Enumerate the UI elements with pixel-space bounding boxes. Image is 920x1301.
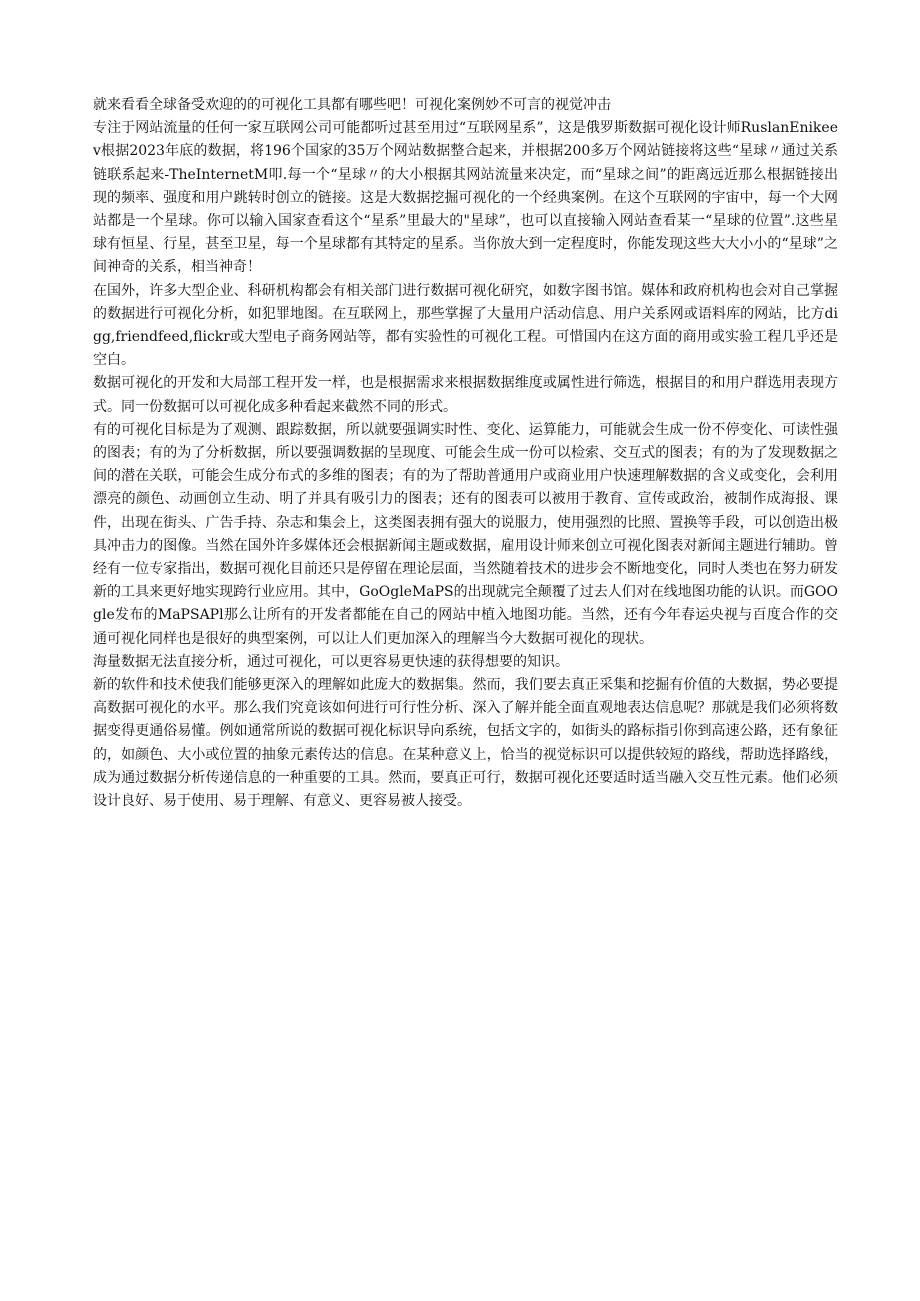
document-body [93, 94, 838, 813]
paragraph-massive-data: 海量数据无法直接分析，通过可视化，可以更容易更快速的获得想要的知识。 [93, 653, 569, 670]
paragraph-new-software: 新的软件和技术使我们能够更深入的理解如此庞大的数据集。然而，我们要去真正采集和挖掘有价值的大数据，势必要提高数据可视化的水平。那么我们究竟该如何进行可行性分析、深入了解并能全面直观地表达信息呢？那就是我们必须将数据变得更通俗易懂。例如通常所说的数据可视化标识导向系统，包括文字的，如街头的路标指引你到高速公路，还有象征的，如颜色、大小或位置的抽象元素传达的信息。在某种意义上，恰当的视觉标识可以提供较短的路线，帮助选择路线，成为通过数据分析传递信息的一种重要的工具。然而，要真正可行，数据可视化还要适时适当融入交互性元素。他们必须设计良好、易于使用、易于理解、有意义、更容易被人接受。 [93, 677, 838, 810]
paragraph-internet-galaxy: 专注于网站流量的任何一家互联网公司可能都听过甚至用过“互联网星系”，这是俄罗斯数据可视化设计师RuslanEnikeev根据2023年底的数据，将196个国家的35万个网站数据整合起来，并根据200多万个网站链接将这些“星球〃通过关系链联系起来-TheInternetM叩.每一个“星球〃的大小根据其网站流量来决定，而“星球之间”的距离远近那么根据链接出现的频率、强度和用户跳转时创立的链接。这是大数据挖掘可视化的一个经典案例。在这个互联网的宇宙中，每一个大网站都是一个星球。你可以输入国家查看这个“星系”里最大的"星球”，也可以直接输入网站查看某一“星球的位置”.这些星球有恒星、行星，甚至卫星，每一个星球都有其特定的星系。当你放大到一定程度时，你能发现这些大大小小的“星球”之间神奇的关系，相当神奇！ [93, 120, 838, 276]
paragraph-goals: 有的可视化目标是为了观测、跟踪数据，所以就要强调实时性、变化、运算能力，可能就会生成一份不停变化、可读性强的图表；有的为了分析数据，所以要强调数据的呈现度、可能会生成一份可以检索、交互式的图表；有的为了发现数据之间的潜在关联，可能会生成分布式的多维的图表；有的为了帮助普通用户或商业用户快速理解数据的含义或变化，会利用漂亮的颜色、动画创立生动、明了并具有吸引力的图表；还有的图表可以被用于教育、宣传或政治，被制作成海报、课件，出现在街头、广告手持、杂志和集会上，这类图表拥有强大的说服力，使用强烈的比照、置换等手段，可以创造出极具冲击力的图像。当然在国外许多媒体还会根据新闻主题或数据，雇用设计师来创立可视化图表对新闻主题进行辅助。曾经有一位专家指出，数据可视化目前还只是停留在理论层面，当然随着技术的进步会不断地变化，同时人类也在努力研发新的工具来更好地实现跨行业应用。其中，GoOgleMaPS的出现就完全颠覆了过去人们对在线地图功能的认识。而GOOgle发布的MaPSAPl那么让所有的开发者都能在自己的网站中植入地图功能。当然，还有今年春运央视与百度合作的交通可视化同样也是很好的典型案例，可以让人们更加深入的理解当今大数据可视化的现状。 [93, 421, 838, 647]
paragraph-intro: 就来看看全球备受欢迎的的可视化工具都有哪些吧！可视化案例妙不可言的视觉冲击 [93, 97, 611, 113]
paragraph-development: 数据可视化的开发和大局部工程开发一样，也是根据需求来根据数据维度或属性进行筛选，根据目的和用户群选用表现方式。同一份数据可以可视化成多种看起来截然不同的形式。 [93, 375, 838, 415]
paragraph-foreign-research: 在国外，许多大型企业、科研机构都会有相关部门进行数据可视化研究，如数字图书馆。媒体和政府机构也会对自己掌握的数据进行可视化分析，如犯罪地图。在互联网上，那些掌握了大量用户活动信息、用户关系网或语料库的网站，比方digg,friendfeed,flickr或大型电子商务网站等，都有实验性的可视化工程。可惜国内在这方面的商用或实验工程几乎还是空白。 [93, 282, 838, 369]
